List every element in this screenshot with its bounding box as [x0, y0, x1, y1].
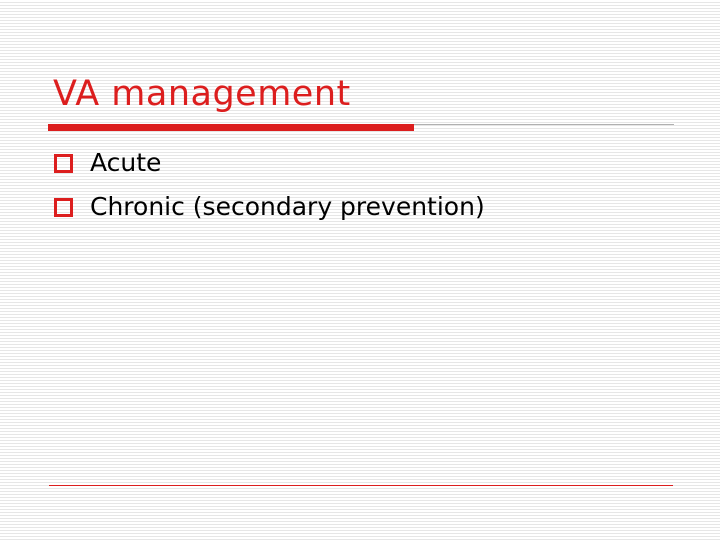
bullet-item-acute [54, 140, 485, 184]
footer-divider-line [49, 485, 673, 486]
bullet-text: Acute [90, 147, 162, 177]
slide-title: VA management [53, 74, 351, 114]
hollow-square-bullet-icon [54, 198, 73, 217]
title-accent-bar [48, 124, 414, 131]
hollow-square-bullet-icon [54, 154, 73, 173]
bullet-text: Chronic (secondary prevention) [90, 191, 485, 221]
title-divider-line [414, 124, 674, 125]
bullet-list [54, 140, 485, 228]
bullet-item-chronic [54, 184, 485, 228]
